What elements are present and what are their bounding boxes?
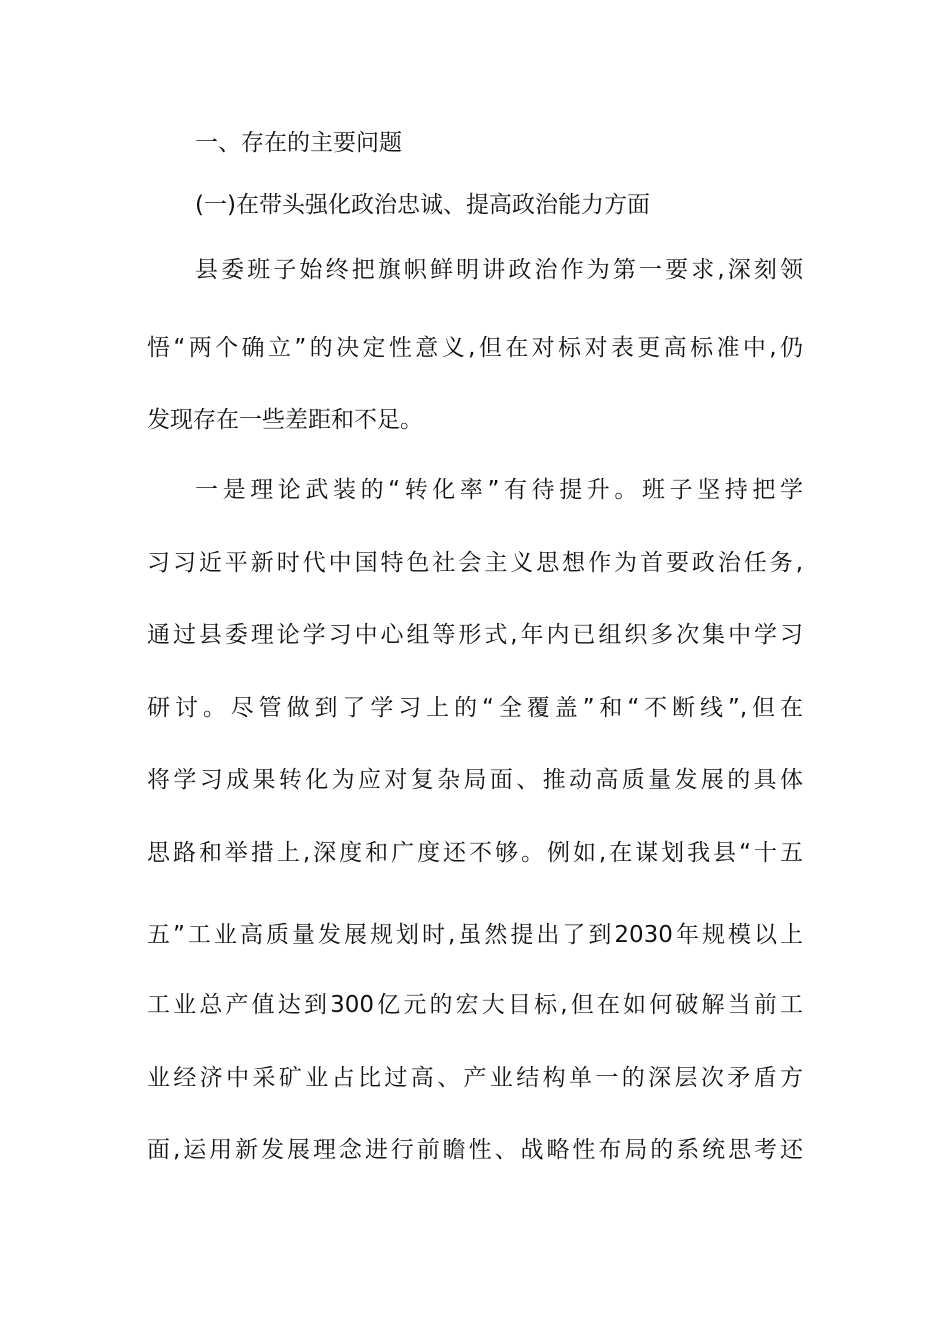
paragraph-line: 工业总产值达到300亿元的宏大目标,但在如何破解当前工 <box>147 992 803 1018</box>
paragraph-line: 将学习成果转化为应对复杂局面、推动高质量发展的具体 <box>147 767 803 793</box>
subsection-heading: (一)在带头强化政治忠诚、提高政治能力方面 <box>195 192 650 218</box>
paragraph-line: 通过县委理论学习中心组等形式,年内已组织多次集中学习 <box>147 622 803 648</box>
paragraph-line: 思路和举措上,深度和广度还不够。例如,在谋划我县“十五 <box>147 840 803 866</box>
paragraph-line: 面,运用新发展理念进行前瞻性、战略性布局的系统思考还 <box>147 1137 803 1163</box>
paragraph-line: 五”工业高质量发展规划时,虽然提出了到2030年规模以上 <box>147 922 803 948</box>
paragraph-line: 发现存在一些差距和不足。 <box>147 407 423 433</box>
paragraph-line: 悟“两个确立”的决定性意义,但在对标对表更高标准中,仍 <box>147 335 803 361</box>
paragraph-line: 业经济中采矿业占比过高、产业结构单一的深层次矛盾方 <box>147 1065 803 1091</box>
paragraph-line: 研讨。尽管做到了学习上的“全覆盖”和“不断线”,但在 <box>147 695 803 721</box>
paragraph-line: 一是理论武装的“转化率”有待提升。班子坚持把学 <box>195 477 803 503</box>
section-heading: 一、存在的主要问题 <box>195 130 402 156</box>
paragraph-line: 县委班子始终把旗帜鲜明讲政治作为第一要求,深刻领 <box>195 257 803 283</box>
paragraph-line: 习习近平新时代中国特色社会主义思想作为首要政治任务, <box>147 550 803 576</box>
